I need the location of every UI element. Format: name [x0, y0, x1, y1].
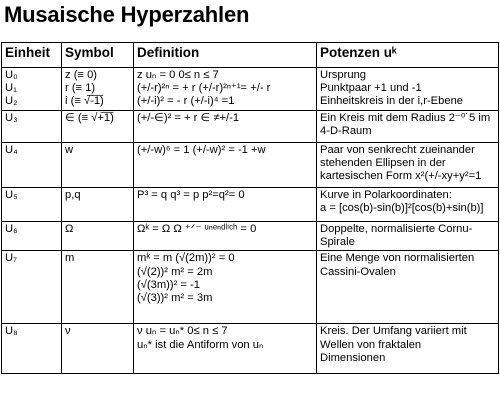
unit-label: U₄: [5, 144, 18, 156]
definition-line: Ωᵏ = Ω Ω ⁺ᐟ⁻ ᵘⁿᵉⁿᵈˡⁱᶜʰ = 0: [137, 223, 257, 235]
definition-cell: [134, 143, 317, 188]
symbol-cell: [62, 222, 134, 251]
definition-cell: [134, 68, 317, 111]
symbol-label: m: [65, 252, 75, 265]
potenzen-cell: [317, 222, 499, 251]
potenzen-line: Punktpaar +1 und -1: [320, 82, 422, 95]
definition-line: mᵏ = m (√(2m))² = 0: [137, 252, 235, 265]
table-row: [2, 222, 499, 251]
table-row: [2, 324, 499, 374]
potenzen-line: Ein Kreis mit dem Radius 2⁻⁰˙5 im: [320, 112, 491, 124]
unit-cell: [2, 222, 62, 251]
definition-line: (+/-i)² = - r (+/-i)⁴ =1: [137, 95, 235, 108]
symbol-cell: [62, 251, 134, 324]
symbol-label: ∈ (≡ √+̅1̅): [65, 112, 114, 124]
definition-line: (+/-∈)² = + r ∈ ≠+/-1: [137, 112, 240, 124]
table-row: [2, 111, 499, 143]
symbol-label: p,q: [65, 189, 81, 201]
potenzen-cell: [317, 188, 499, 222]
definition-cell: [134, 324, 317, 374]
unit-label: U₈: [5, 325, 18, 338]
potenzen-line: Kurve in Polarkoordinaten:: [320, 189, 452, 201]
unit-cell: [2, 324, 62, 374]
symbol-cell: [62, 68, 134, 111]
potenzen-line: kartesischen Form x²(+/-xy+y²=1: [320, 170, 482, 183]
hyperzahlen-table: [1, 42, 499, 374]
potenzen-cell: [317, 68, 499, 111]
potenzen-line: Doppelte, normalisierte Cornu-: [320, 223, 473, 235]
potenzen-line: Dimensionen: [320, 351, 386, 364]
header-symbol: Symbol: [62, 43, 134, 68]
definition-line: z uₙ = 0 0≤ n ≤ 7: [137, 69, 219, 81]
unit-label: U₇: [5, 252, 17, 265]
definition-line: (√(2))² m² = 2m: [137, 265, 213, 278]
header-row: [2, 43, 499, 68]
symbol-cell: [62, 188, 134, 222]
symbol-cell: [62, 143, 134, 188]
header-definition: Definition: [134, 43, 317, 68]
unit-label: U₅: [5, 189, 18, 201]
definition-cell: [134, 188, 317, 222]
potenzen-line: a = [cos(b)-sin(b)]²[cos(b)+sin(b)]: [320, 202, 484, 215]
potenzen-cell: [317, 143, 499, 188]
unit-label: U₁: [5, 82, 17, 95]
symbol-label: w: [65, 144, 74, 156]
table-row: [2, 251, 499, 324]
definition-cell: [134, 111, 317, 143]
symbol-label: r (≡ 1): [65, 82, 96, 95]
symbol-cell: [62, 111, 134, 143]
unit-cell: [2, 251, 62, 324]
unit-label: U₆: [5, 223, 18, 235]
potenzen-line: Einheitskreis in der i,r-Ebene: [320, 95, 464, 108]
definition-line: (+/-w)⁶ = 1 (+/-w)² = -1 +w: [137, 144, 266, 156]
definition-cell: [134, 251, 317, 324]
potenzen-line: Kreis. Der Umfang variiert mit: [320, 325, 467, 338]
table-body: [2, 68, 499, 374]
header-potenzen: Potenzen uᵏ: [317, 43, 499, 68]
definition-line: (+/-r)²ⁿ = + r (+/-r)²ⁿ⁺¹= +/- r: [137, 82, 271, 95]
potenzen-line: Spirale: [320, 236, 355, 249]
definition-line: (√(3m))² = -1: [137, 278, 201, 291]
definition-line: (√(3))² m² = 3m: [137, 292, 213, 305]
table-row: [2, 68, 499, 111]
table-row: [2, 188, 499, 222]
definition-line: uₙ* ist die Antiform von uₙ: [137, 338, 264, 351]
potenzen-line: Ursprung: [320, 69, 367, 81]
symbol-label: i (≡ √̅-̅1̅): [65, 95, 104, 108]
page-title: Musaische Hyperzahlen: [4, 2, 250, 27]
unit-cell: [2, 68, 62, 111]
definition-line: P³ = q q³ = p p²=q²= 0: [137, 189, 245, 201]
potenzen-cell: [317, 251, 499, 324]
potenzen-line: 4-D-Raum: [320, 125, 372, 138]
potenzen-line: Cassini-Ovalen: [320, 265, 396, 278]
unit-cell: [2, 111, 62, 143]
potenzen-line: Paar von senkrecht zueinander: [320, 144, 475, 156]
symbol-label: Ω: [65, 223, 74, 235]
symbol-cell: [62, 324, 134, 374]
potenzen-line: Eine Menge von normalisierten: [320, 252, 475, 265]
unit-label: U₀: [5, 69, 18, 81]
unit-cell: [2, 188, 62, 222]
symbol-label: ν: [65, 325, 71, 338]
potenzen-line: Wellen von fraktalen: [320, 338, 422, 351]
unit-label: U₃: [5, 112, 18, 124]
potenzen-cell: [317, 111, 499, 143]
unit-cell: [2, 143, 62, 188]
unit-label: U₂: [5, 95, 18, 108]
symbol-label: z (≡ 0): [65, 69, 98, 81]
potenzen-line: stehenden Ellipsen in der: [320, 157, 446, 170]
definition-line: ν uₙ = uₙ* 0≤ n ≤ 7: [137, 325, 228, 338]
definition-cell: [134, 222, 317, 251]
table-row: [2, 143, 499, 188]
potenzen-cell: [317, 324, 499, 374]
header-einheit: Einheit: [2, 43, 62, 68]
